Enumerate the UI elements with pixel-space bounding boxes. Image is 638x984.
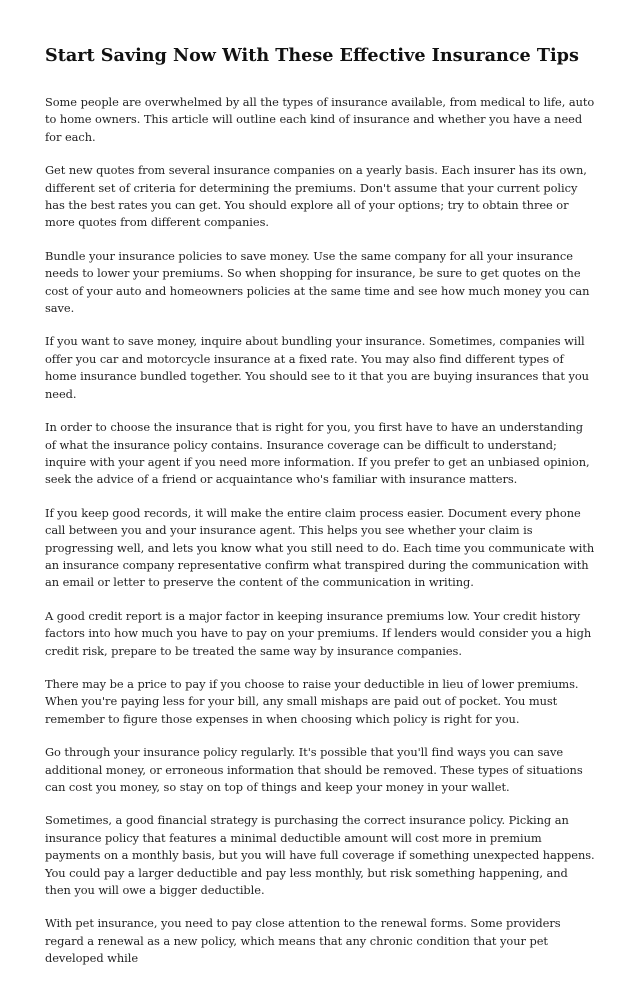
page-title: Start Saving Now With These Effective Insurance Tips	[45, 45, 579, 66]
paragraph-bundling-savings: If you want to save money, inquire about bundling your insurance. Sometimes, companies will offer you car and motorcycle insurance at a fixed rate. You may also find different types of home insurance bundled together. You should see to it that you are buying insurances that you need.	[45, 334, 589, 401]
paragraph-intro: Some people are overwhelmed by all the types of insurance available, from medical to life, auto to home owners. This article will outline each kind of insurance and whether you have a need for each.	[45, 95, 595, 144]
paragraph-review-policy: Go through your insurance policy regularly. It's possible that you'll find ways you can save additional money, or erroneous information that should be removed. These types of situations can cost you money, so stay on top of things and keep your money in your wallet.	[45, 745, 583, 794]
paragraph-new-quotes: Get new quotes from several insurance companies on a yearly basis. Each insurer has its own, different set of criteria for determining the premiums. Don't assume that your current policy has the best rates you can get. You should explore all of your options; try to obtain three or more quotes from different companies.	[45, 163, 587, 230]
paragraph-pet-insurance: With pet insurance, you need to pay close attention to the renewal forms. Some providers regard a renewal as a new policy, which means that any chronic condition that your pet developed while	[45, 916, 561, 966]
paragraph-deductible-price: There may be a price to pay if you choose to raise your deductible in lieu of lower premiums. When you're paying less for your bill, any small mishaps are paid out of pocket. You must remember to figure those expenses in when choosing which policy is right for you.	[45, 676, 579, 726]
paragraph-financial-strategy: Sometimes, a good financial strategy is purchasing the correct insurance policy. Picking an insurance policy that features a minimal deductible amount will cost more in premium payments on a monthly basis, but you will have full coverage if something unexpected happens. You could pay a larger deductible and pay less monthly, but risk something happening, and then you will owe a bigger deductible.	[45, 813, 595, 898]
paragraph-understand-policy: In order to choose the insurance that is right for you, you first have to have an understanding of what the insurance policy contains. Insurance coverage can be difficult to understand; inquire with your agent if you need more information. If you prefer to get an unbiased opinion, seek the advice of a friend or acquaintance who's familiar with insurance matters.	[45, 420, 590, 487]
paragraph-credit-report: A good credit report is a major factor in keeping insurance premiums low. Your credit history factors into how much you have to pay on your premiums. If lenders would consider you a high credit risk, prepare to be treated the same way by insurance companies.	[45, 608, 592, 658]
paragraph-bundle-policies: Bundle your insurance policies to save money. Use the same company for all your insurance needs to lower your premiums. So when shopping for insurance, be sure to get quotes on the cost of your auto and homeowners policies at the same time and see how much money you can save.	[45, 248, 590, 316]
paragraph-good-records: If you keep good records, it will make the entire claim process easier. Document every phone call between you and your insurance agent. This helps you see whether your claim is progressing well, and lets you know what you still need to do. Each time you communicate with an insurance company representative confirm what transpired during the communication with an email or letter to preserve the content of the communication in writing.	[45, 505, 595, 590]
document-page	[45, 44, 595, 984]
